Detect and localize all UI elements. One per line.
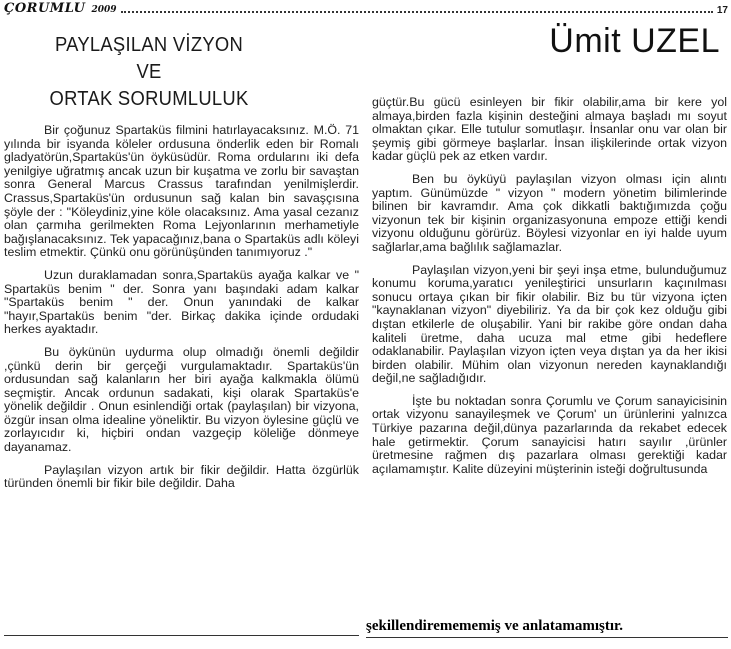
paragraph: Uzun duraklamadan sonra,Spartaküs ayağa kalkar ve " Spartaküs benim " der. Sonra yanı başındaki adam kalkar "Spartaküs benim " der. Onun yanındaki de kalkar "hayır,Spartaküs benim "der. Birkaç dakika içinde ordudaki herkes ayaktadır. (4, 267, 359, 337)
bottom-rule (4, 635, 359, 636)
page-header (4, 0, 728, 16)
paragraph: Bu öykünün uydurma olup olmadığı önemli değildir ,çünkü derin bir gerçeği vurgulamaktadır. Spartaküs'ün ordusundan sağ kalanların her biri ayağa kalkmakla ölümü seçmiştir. Ancak ordunun sadakati, kişi olarak Spartaküs'e yönelik değildir . Onun esinlendiği ortak (paylaşılan) bir vizyona, özgür insan olma idealine yöneliktir. Bu vizyon öylesine güçlü ve zorlayıcıdır ki, hiçbiri ondan vazgeçip köleliğe dönmeye dayanamaz. (4, 344, 359, 455)
article-title-line: VE (136, 61, 162, 83)
closing-line: şekillendiremememiş ve anlatamamıştır. (366, 618, 624, 634)
issue-year: 2009 (91, 5, 117, 15)
page-number: 17 (716, 5, 728, 16)
paragraph: Paylaşılan vizyon,yeni bir şeyi inşa etme, bulunduğumuz konumu koruma,yaratıcı yenileştirici unsurların kaçınılması sonucu ortaya çıkan bir fikir olabilir. Biz bu tür vizyona içten "kaynaklanan vizyon" diyebiliriz. Ya da bir çok kez olduğu gibi dıştan etkilerle de oluşabilir. Yani bir rakibe göre ondan daha kaliteli üretme, daha ucuza mal etme gibi hedeflere odaklanabilir. Paylaşılan vizyon içten veya dıştan ya da her ikisi birden olabilir. Mühim olan vizyonun nereden kaynaklandığı değil,ne sağladığıdır. (372, 262, 727, 386)
paragraph: İşte bu noktadan sonra Çorumlu ve Çorum sanayicisinin ortak vizyonu sanayileşmek ve Çorum' un ürünlerini yalnızca Türkiye pazarına değil,dünya pazarlarında da rekabet edecek hale getirmektir. Çorum sanayicisi hatırı sayılır ,ürünler üretmesine rağmen dış pazarlara olması gerektiği kadar açılamamıştır. Kalite düzeyini müşterinin isteği doğrultusunda (372, 393, 727, 476)
paragraph: Paylaşılan vizyon artık bir fikir değildir. Hatta özgürlük türünden önemli bir fikir bile değildir. Daha (4, 462, 359, 491)
bottom-rule (366, 637, 728, 638)
article-title (34, 32, 264, 113)
magazine-logo: ÇORUMLU (4, 1, 86, 16)
header-dotted-rule (121, 11, 713, 13)
paragraph: Bir çoğunuz Spartaküs filmini hatırlayacaksınız. M.Ö. 71 yılında bir isyanda köleler ordusuna önderlik eden bir Romalı gladyatörün,Spartaküs'ün öyküsüdür. Roma ordularını iki defa yenilgiye uğratmış ancak uzun bir kuşatma ve zorlu bir savaştan sonra General Marcus Crassus tarafından yenilmişlerdir. Crassus,Spartaküs'ün ordusunun sağ kalan bin savaşçısına şöyle der : "Köleydiniz,yine köle olacaksınız. Ama yasal cezanız olan çarmıha gerilmekten Roma Lejyonlarının merhametiyle bağışlanacaksınız. Tek yapacağınız,bana o Spartaküs adlı köleyi teslim etmektir. Çünkü onu görünüşünden tanımıyoruz ." (4, 123, 359, 260)
left-column (4, 124, 359, 500)
right-column (372, 96, 727, 485)
article-title-line: ORTAK SORUMLULUK (49, 88, 249, 110)
author-name: Ümit UZEL (549, 22, 720, 60)
paragraph: güçtür.Bu gücü esinleyen bir fikir olabilir,ama bir kere yol almaya,birden fazla kişinin desteğini almaya başladı mı soyut olmaktan çıkar. Elle tutulur somutlaşır. İnsanlar onu var olan bir şeymiş gibi görmeye başlarlar. İnsan ilişkilerinde ortak vizyon kadar güçlü pek az etken vardır. (372, 95, 727, 164)
paragraph: Ben bu öyküyü paylaşılan vizyon olması için alıntı yaptım. Günümüzde " vizyon " modern yönetim bilimlerinde bilinen bir kavramdır. Ama çok dikkatli baktığımızda çoğu vizyonun tek bir kişinin organizasyonuna empoze ettiği kendi vizyonu olduğunu görürüz. Böylesi vizyonlar en iyi halde uyum sağlarlar,ama bağlılık sağlamazlar. (372, 171, 727, 254)
article-title-line: PAYLAŞILAN VİZYON (54, 34, 244, 56)
